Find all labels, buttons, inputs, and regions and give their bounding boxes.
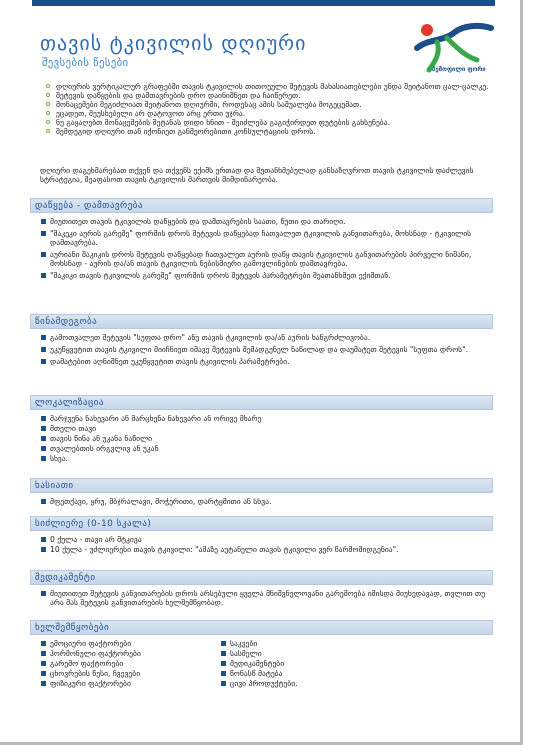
triggers-columns [30,635,493,689]
list-item: 0 ქულა - თავი არ მტკივა [30,535,493,544]
list-item: შემდეგიდ დღიური თან იქონიეთ განმეორებითი კონსულტაციის დროს. [46,127,496,136]
list-item: გამოთვალეთ შეტევის "სუფთა დრო" ანუ თავის ტკივილის და/ან აურის ხანგრძლივობა. [30,333,493,342]
running-figure-logo [405,18,495,73]
list-item: "შაკიკი თავის ტკივილის გარეშე" ფორმის დროს შეტევის პარამეტრები შეათანხმეთ ექიმთან. [30,271,493,280]
section-header: წინამდეგობა [30,314,493,329]
list-item: გარემო ფაქტორები [30,659,210,668]
section-list [30,414,493,463]
list-item: ცივი პროდუქტები. [210,679,390,688]
list-item: შეტევის დაწყების და დამთავრების დრო დაინიშნეთ და ჩაიწერეთ. [46,91,496,100]
triggers-right-list [210,639,390,689]
list-item: თავის წინა ან უკანა ნაწილი [30,434,493,443]
list-item: ნუ გაყაღებთ მონაცემების შეტანას დიდი ხნით - შეიძლება გაგიჭირდეთ ფუტების გახსენება. [46,118,496,127]
list-item: აურიანი შაკიკის დროს შეტევის დაწყებად ჩათვალეთ აურის დაწყ თავის ტკივილის განვითარების პირველი ნიშანი, მოხსნად - აურის და/ან თავის ტკივილის ნებისმიერი გამოვლინების დამთავრება. [30,250,493,268]
list-item: დღიურის ვერტიკალურ გრაფებში თავის ტკივილის თითოეული შეტევის მახასიათებლები უნდა შეიტანოთ ცალ-ცალკე. [46,82,496,91]
list-item: მონაცემები შეგიძლიათ შეიტანოთ დღიურში, როდესაც ამის საშუალება მოგეცემათ. [46,100,496,109]
list-item: მარჯვენა ნახევარი ან მარცხენა ნახევარი ან ორივე მხარე [30,414,493,423]
section-list [30,589,493,607]
section-intensity [30,516,493,555]
list-item: დამატებით აღნიშნეთ უკუწყვეტით თავის ტკივილის პარამეტრები. [30,357,493,366]
section-list [30,333,493,366]
section-location [30,395,493,464]
section-list [30,535,493,554]
section-triggers [30,620,493,689]
list-item: ეცადეთ, შეუსხებელი არ დატოვოთ არც ერთი უჯრა. [46,109,496,118]
section-medication [30,570,493,610]
section-list [30,497,493,506]
list-item: თვალებთის ირგვლივ ან უკან [30,444,493,453]
list-item: ჰორმონული ფაქტორები [30,649,210,658]
list-item: სხვა. [30,454,493,463]
list-item: მთელი თავი [30,424,493,433]
logo-text: ჰემოფილი ფორი [432,66,486,73]
section-header: ლოკალიზაცია [30,395,493,410]
list-item: მიუთითეთ შეტევის განვითარების დროს არსებული ყველა მნიშვნელოვანი გარემოება იმისდა მიუხედავად, თვლით თუ არა მას შეტევის განვითარების ხელშემწყობად. [30,589,493,607]
list-item: უკუწყვეტით თავის ტკივილი მიიჩნიეთ იმავე შეტევის შემადგენელ ნაწილად და დაუმატეთ შეტევის "სუფთა დროს". [30,345,493,354]
list-item: მედიკამენტები [210,659,390,668]
section-header: მედიკამენტი [30,570,493,585]
list-item: "მაკეკი აურის გარეშე" ფორმის დროს შეტევის დაწყებად ჩათვალეთ ტკივილის განვითარება, მოხსნად - ტკივილის დამთავრება. [30,229,493,247]
list-item: მიუთითეთ თავის ტკივილის დაწყების და დამთავრების საათი, წუთი და თარიღი. [30,217,493,226]
intro-list [46,82,496,136]
section-character [30,478,493,509]
section-header: ხასიათი [30,478,493,493]
page-subtitle: შევსების წესები [42,57,129,69]
list-item: მფეთქავი, ყრუ, მბჯრალავი, მოჭერითი, დარტყმითი ან სხვა. [30,497,493,506]
section-header: ხელშემწყობები [30,620,493,635]
list-item: წონასწ მატება [210,669,390,678]
section-preceding [30,314,493,369]
list-item: 10 ქულა - უძლიერესი თავის ტკივილი: "ამაზე აუტანელი თავის ტკივილი ვერ წარმომიდგენია". [30,545,493,554]
section-header: სიძლიერე (0-10 სკალა) [30,516,493,531]
list-item: სასმელი [210,649,390,658]
list-item: ცხოვრების წესი, ჩვევები [30,669,210,678]
intro-paragraph: დღიური დაგეხმარებათ თქვენ და თქვენს ექიმს ერთად და შეთანხმებულად განსაზღვროთ თავის ტკივილის დაძლევის სტრატეგია, შეაფასოთ თავის ტკივილის მართვის მიმდინარეობა. [40,166,474,184]
list-item: საკვები [210,639,390,648]
section-header: დაწყება - დამთავრება [30,198,493,213]
top-bar [32,0,495,6]
triggers-left-list [30,639,210,689]
page-title: თავის ტკივილის დღიური [40,31,307,55]
list-item: ემოციური ფაქტორები [30,639,210,648]
section-list [30,217,493,280]
list-item: ფიზიკური ფაქტორები [30,679,210,688]
section-onset [30,198,493,283]
